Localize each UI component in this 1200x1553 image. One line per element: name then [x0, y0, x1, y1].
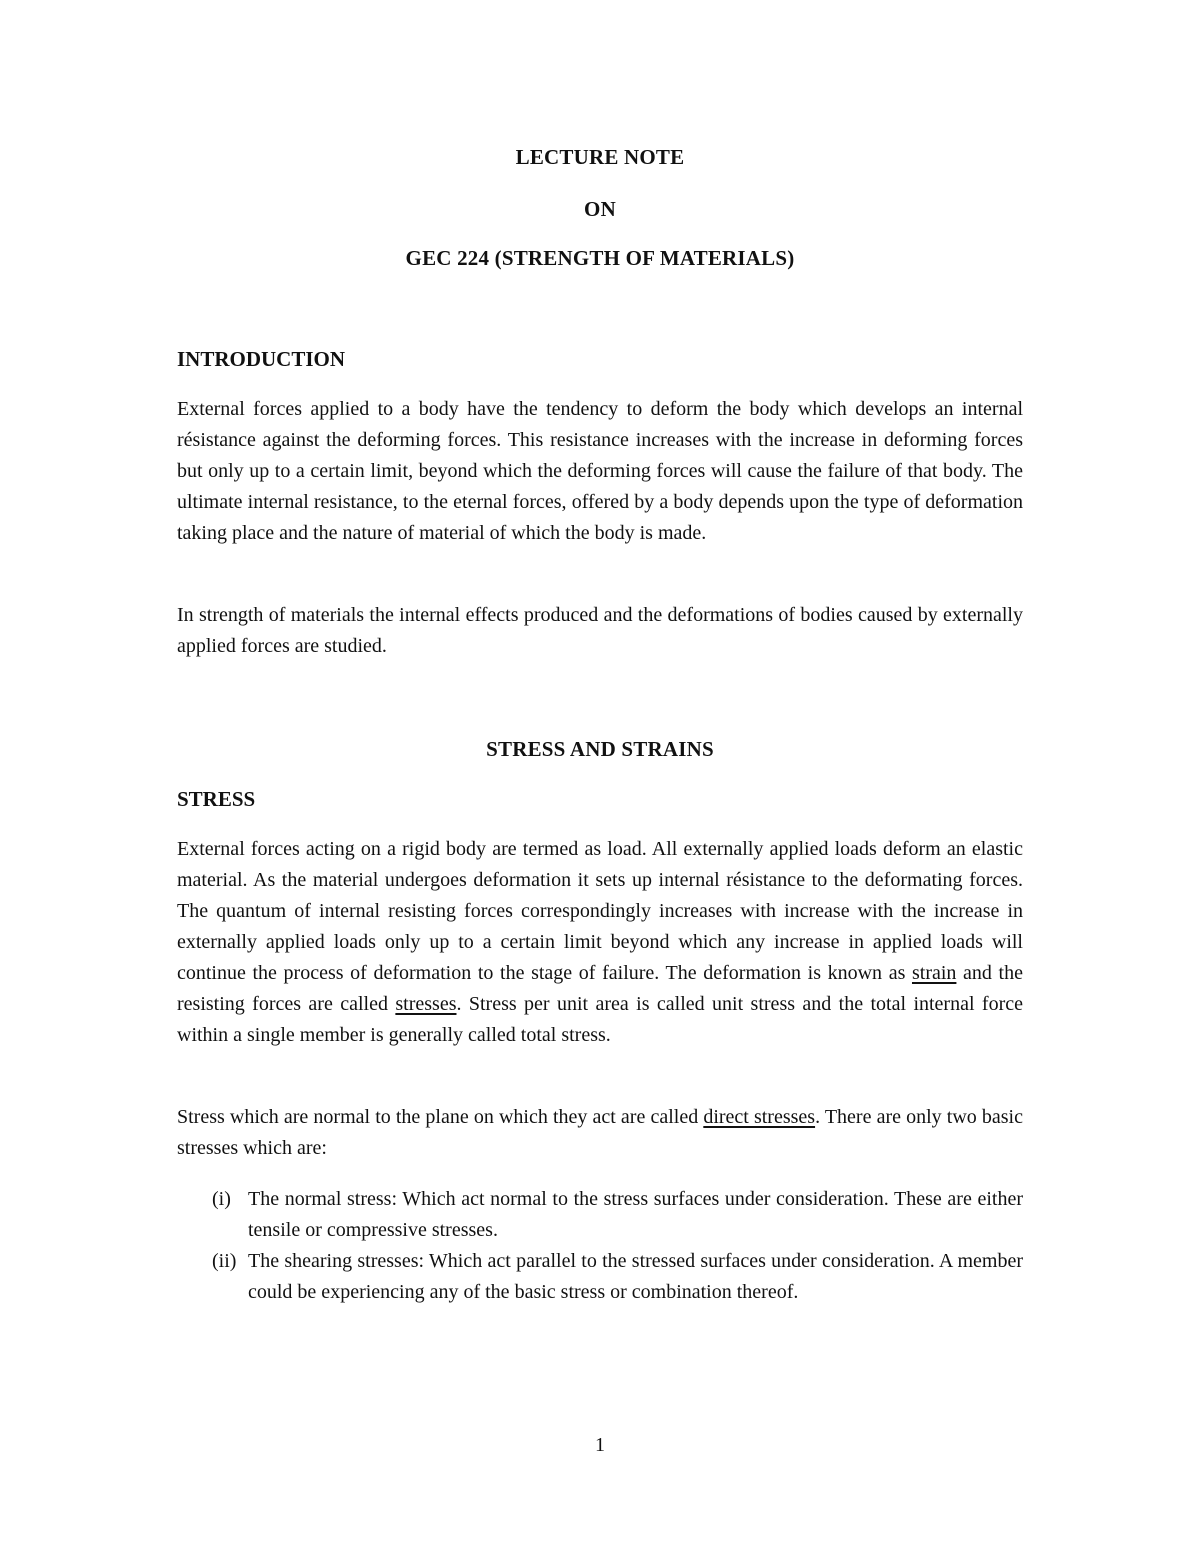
stress-heading: STRESS [177, 787, 256, 811]
title-line-2: ON [584, 197, 616, 221]
stress-paragraph-1-part-2: and the resisting forces are called [177, 962, 1023, 1015]
term-direct-stresses: direct stresses [703, 1106, 816, 1128]
stress-paragraph-2-part-2: . There are only two basic stresses which are: [177, 1106, 1023, 1159]
stress-paragraph-1-part-3: . Stress per unit area is called unit stress and the total internal force within a single member is generally called total stress. [177, 993, 1023, 1046]
stress-paragraph-1 [177, 834, 1023, 1051]
term-stresses: stresses [395, 993, 457, 1015]
list-marker-i: (i) [212, 1188, 231, 1210]
introduction-paragraph-1: External forces applied to a body have the tendency to deform the body which develops an internal résistance against the deforming forces. This resistance increases with the increase in deforming forces but only up to a certain limit, beyond which the deforming forces will cause the failure of that body. The ultimate internal resistance, to the eternal forces, offered by a body depends upon the type of deformation taking place and the nature of material of which the body is made. [177, 398, 1023, 544]
title-line-3: GEC 224 (STRENGTH OF MATERIALS) [405, 246, 795, 270]
list-marker-ii: (ii) [212, 1250, 237, 1272]
term-strain: strain [911, 962, 957, 984]
list-text-shearing-stresses: The shearing stresses: Which act parallel to the stressed surfaces under consideration. A member could be experiencing any of the basic stress or combination thereof. [248, 1250, 1023, 1303]
introduction-paragraph-2: In strength of materials the internal effects produced and the deformations of bodies caused by externally applied forces are studied. [177, 604, 1023, 657]
page-number: 1 [595, 1434, 605, 1456]
section-title-stress-and-strains: STRESS AND STRAINS [486, 737, 714, 761]
introduction-heading: INTRODUCTION [177, 347, 346, 371]
stress-paragraph-2 [177, 1102, 1023, 1164]
list-text-normal-stress: The normal stress: Which act normal to the stress surfaces under consideration. These are either tensile or compressive stresses. [248, 1188, 1023, 1241]
stress-paragraph-1-part-1: External forces acting on a rigid body are termed as load. All externally applied loads deform an elastic material. As the material undergoes deformation it sets up internal résistance to the deformating forces. The quantum of internal resisting forces correspondingly increases with increase with the increase in externally applied loads only up to a certain limit beyond which any increase in applied loads will continue the process of deformation to the stage of failure. The deformation is known as [177, 838, 1023, 984]
stress-paragraph-2-part-1: Stress which are normal to the plane on which they act are called [177, 1106, 704, 1128]
title-line-1: LECTURE NOTE [515, 145, 685, 169]
